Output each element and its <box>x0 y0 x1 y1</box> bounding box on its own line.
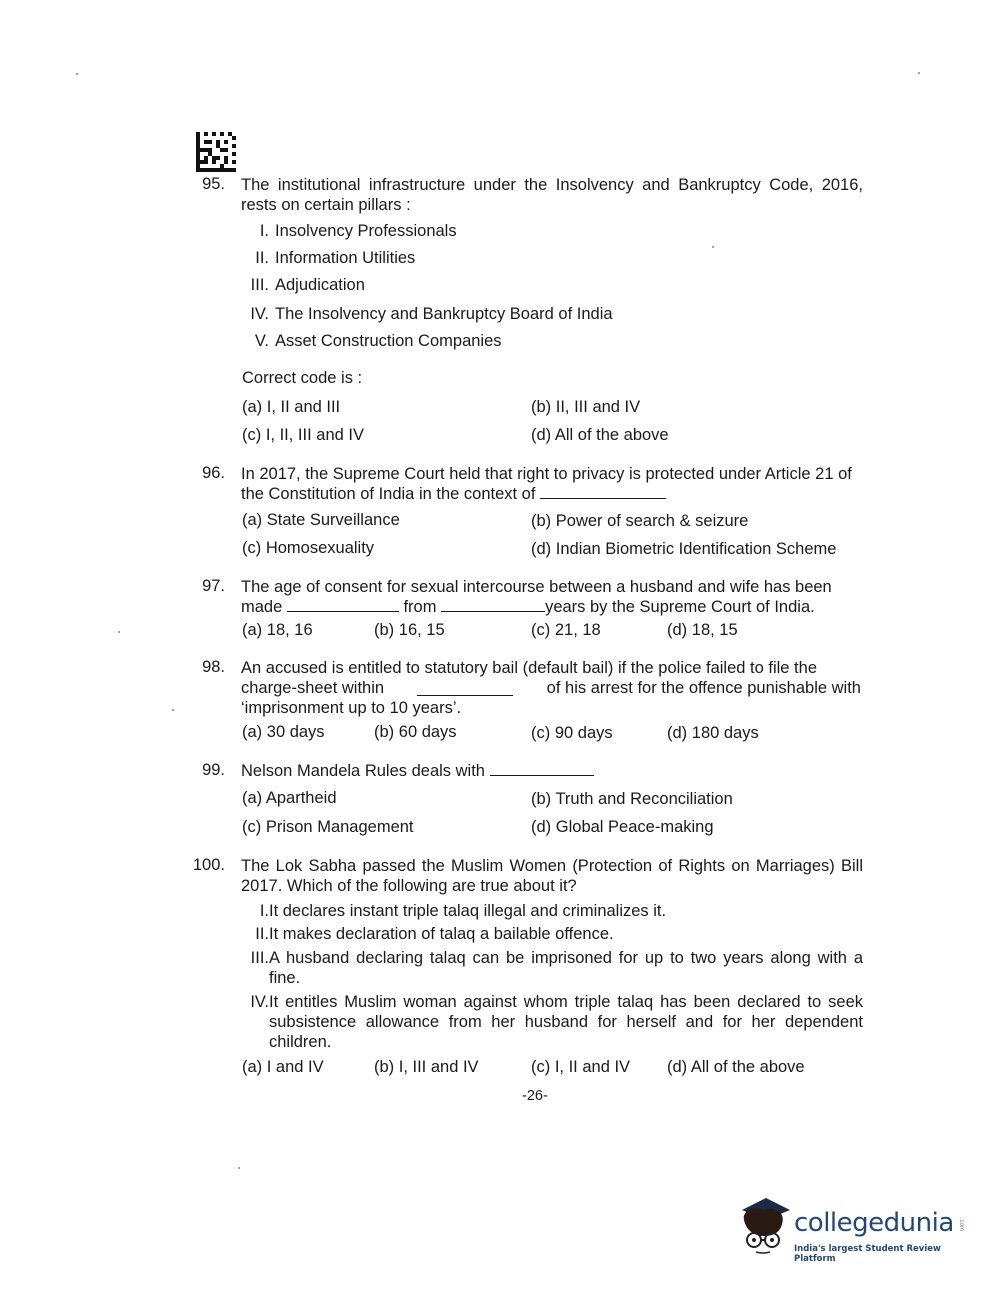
item-number: IV. <box>250 305 269 323</box>
list-item <box>243 305 613 324</box>
item-text: It declares instant triple talaq illegal and criminalizes it. <box>269 902 667 920</box>
option-b: (b) II, III and IV <box>531 398 641 416</box>
answer-blank <box>417 681 513 696</box>
option-c: (c) Prison Management <box>242 818 414 836</box>
brand-name: collegedunia <box>794 1208 954 1238</box>
scan-speck <box>118 631 120 633</box>
option-b: (b) Power of search & seizure <box>531 512 749 530</box>
page-number: -26- <box>522 1088 548 1104</box>
list-item <box>243 222 457 241</box>
question-number: 100. <box>192 856 225 874</box>
scan-speck <box>76 73 78 75</box>
question-stem: The Lok Sabha passed the Muslim Women (Protection of Rights on Marriages) Bill 2017. Which of the following are true about it? <box>241 857 863 895</box>
question-number: 96. <box>202 464 225 482</box>
scan-speck <box>918 72 920 74</box>
item-number: V. <box>254 332 269 350</box>
question-stem: An accused is entitled to statutory bail (default bail) if the police failed to file the <box>241 659 817 677</box>
item-number: III. <box>250 949 269 967</box>
question-stem: The institutional infrastructure under the Insolvency and Bankruptcy Code, 2016, rests on certain pillars : <box>241 176 863 214</box>
option-c: (c) I, II, III and IV <box>242 426 364 444</box>
list-item <box>243 249 415 268</box>
option-a: (a) 18, 16 <box>242 621 313 639</box>
question-number: 99. <box>202 761 225 779</box>
item-text: The Insolvency and Bankruptcy Board of India <box>275 305 613 323</box>
item-number: I. <box>259 902 269 920</box>
list-item <box>243 992 863 1052</box>
question-stem: The age of consent for sexual intercourse between a husband and wife has been <box>241 578 832 596</box>
item-text: Insolvency Professionals <box>275 222 457 240</box>
code-label: Correct code is : <box>242 369 363 387</box>
option-b: (b) I, III and IV <box>374 1058 479 1076</box>
item-text: It entitles Muslim woman against whom triple talaq has been declared to seek subsistence allowance from her husband for herself and for her dependent children. <box>269 993 863 1051</box>
answer-blank <box>441 597 545 612</box>
option-c: (c) I, II and IV <box>531 1058 631 1076</box>
list-item <box>243 948 863 988</box>
option-a: (a) 30 days <box>242 723 325 741</box>
option-c: (c) 21, 18 <box>531 621 601 639</box>
item-number: II. <box>255 925 269 943</box>
item-text: Information Utilities <box>275 249 416 267</box>
question-stem-line: made from years by the Supreme Court of India. <box>241 598 815 616</box>
question-stem: In 2017, the Supreme Court held that right to privacy is protected under Article 21 of the Constitution of India in the context of <box>241 465 852 503</box>
answer-blank <box>540 484 666 499</box>
list-item <box>243 332 502 351</box>
option-c: (c) Homosexuality <box>242 539 375 557</box>
option-c: (c) 90 days <box>531 724 613 742</box>
option-a: (a) I, II and III <box>242 398 341 416</box>
list-item <box>243 276 365 295</box>
scan-speck <box>172 709 174 711</box>
option-b: (b) 60 days <box>374 723 457 741</box>
option-d: (d) 18, 15 <box>667 621 738 639</box>
scan-speck <box>238 1167 240 1169</box>
option-a: (a) Apartheid <box>242 789 337 807</box>
question-number: 95. <box>202 175 225 193</box>
brand-tagline: India's largest Student Review Platform <box>794 1244 941 1264</box>
item-text: It makes declaration of talaq a bailable offence. <box>269 925 614 943</box>
item-number: I. <box>259 222 269 240</box>
question-stem-line: ‘imprisonment up to 10 years’. <box>241 699 462 717</box>
item-text: A husband declaring talaq can be imprisoned for up to two years along with a fine. <box>269 949 863 987</box>
item-number: III. <box>250 276 269 294</box>
item-number: IV. <box>250 993 269 1011</box>
item-text: Asset Construction Companies <box>275 332 502 350</box>
qr-code-icon <box>196 132 236 172</box>
answer-blank <box>287 597 399 612</box>
option-a: (a) I and IV <box>242 1058 324 1076</box>
option-d: (d) Global Peace-making <box>531 818 714 836</box>
item-text: Adjudication <box>275 276 365 294</box>
brand-suffix: .com <box>958 1218 964 1232</box>
option-d: (d) All of the above <box>531 426 669 444</box>
question-number: 97. <box>202 577 225 595</box>
question-stem: Nelson Mandela Rules deals with <box>241 761 594 781</box>
option-d: (d) All of the above <box>667 1058 805 1076</box>
question-number: 98. <box>202 658 225 676</box>
item-number: II. <box>255 249 269 267</box>
list-item <box>243 901 863 921</box>
option-d: (d) Indian Biometric Identification Scheme <box>531 540 837 558</box>
answer-blank <box>490 761 594 776</box>
option-b: (b) 16, 15 <box>374 621 445 639</box>
option-a: (a) State Surveillance <box>242 511 400 529</box>
option-b: (b) Truth and Reconciliation <box>531 790 733 808</box>
list-item <box>243 924 863 944</box>
mascot-icon <box>736 1196 792 1256</box>
option-d: (d) 180 days <box>667 724 759 742</box>
question-stem-line: charge-sheet within of his arrest for the offence punishable with <box>241 679 861 697</box>
brand-logo <box>736 1196 966 1266</box>
scan-speck <box>712 246 714 248</box>
